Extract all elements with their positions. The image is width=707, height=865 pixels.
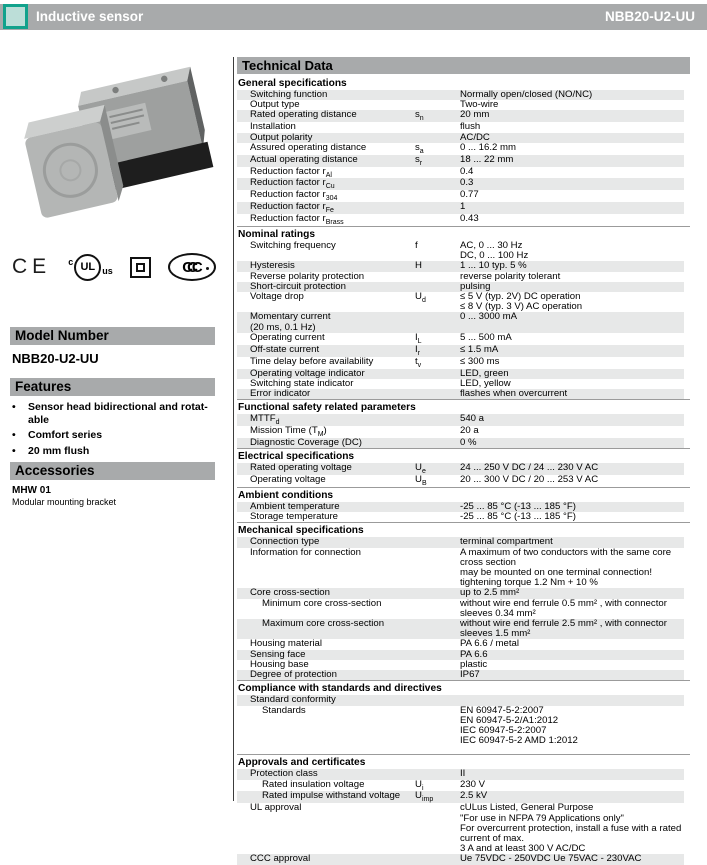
bullet-icon: •: [12, 401, 16, 413]
spec-label: Momentary current (20 ms, 0.1 Hz): [250, 311, 331, 333]
section-header: Ambient conditions: [237, 487, 690, 502]
ccc-mark-icon: CCC: [168, 253, 216, 281]
spec-value: 18 ... 22 mm: [460, 153, 514, 165]
spec-row: [237, 241, 684, 261]
spec-row: [237, 292, 684, 312]
spec-row: [237, 512, 684, 522]
spec-symbol: $U_d$: [415, 291, 426, 304]
spec-label: Rated impulse withstand voltage: [262, 790, 401, 802]
spec-label: Standard conformity: [250, 694, 336, 706]
spec-label: Information for connection: [250, 546, 361, 558]
spec-symbol: [415, 588, 460, 598]
spec-label: $MTTF_d$: [250, 413, 280, 427]
spec-label: Actual operating distance: [250, 153, 358, 165]
spec-label: Error indicator: [250, 388, 311, 400]
spec-label: Diagnostic Coverage (DC): [250, 437, 362, 449]
spec-row: [237, 345, 684, 357]
spec-symbol: H: [415, 260, 422, 272]
spec-label: Standards: [262, 704, 306, 716]
spec-value: 0.3: [460, 177, 474, 189]
spec-row: [237, 155, 684, 167]
spec-value: LED, yellow: [460, 377, 511, 389]
spec-label: Off-state current: [250, 343, 320, 355]
spec-label: Minimum core cross-section: [262, 597, 382, 609]
column-divider: [233, 57, 234, 801]
spec-row: [237, 619, 684, 639]
spec-label: Voltage drop: [250, 291, 304, 303]
section-header: Approvals and certificates: [237, 754, 690, 769]
spec-symbol: [415, 512, 460, 522]
spec-value: pulsing: [460, 280, 491, 292]
spec-value: IP67: [460, 669, 480, 681]
spec-value: 1: [460, 201, 466, 213]
spec-label: Maximum core cross-section: [262, 618, 385, 630]
spec-label: Assured operating distance: [250, 141, 367, 153]
spec-symbol: [415, 619, 460, 639]
spec-symbol: $t_v$: [415, 355, 422, 369]
spec-symbol: [415, 650, 460, 660]
model-number-section-title: Model Number: [10, 327, 215, 345]
spec-label: Reduction factor $r_{304}$: [250, 189, 338, 203]
spec-value: 24 ... 250 V DC / 24 ... 230 V AC: [460, 462, 599, 474]
spec-section: [237, 487, 690, 522]
spec-value: -25 ... 85 °C (-13 ... 185 °F): [460, 511, 576, 523]
model-number-value: NBB20-U2-UU: [12, 351, 99, 366]
spec-symbol: $s_a$: [415, 141, 424, 155]
spec-label: Connection type: [250, 536, 320, 548]
spec-value: 5 ... 500 mA: [460, 331, 512, 343]
spec-symbol: [415, 389, 460, 399]
spec-symbol: $U_B$: [415, 474, 427, 488]
spec-label: Storage temperature: [250, 511, 338, 523]
spec-section: [237, 680, 690, 746]
spec-symbol: $s_n$: [415, 109, 424, 123]
spec-value: cULus Listed, General Purpose "For use in NFPA 79 Applications only" For overcurrent protection, install a fuse with a rated current of max. 3 A and at least 300 V AC/DC: [460, 802, 682, 855]
section-header: Electrical specifications: [237, 448, 690, 463]
spec-symbol: [415, 639, 460, 649]
spec-symbol: [415, 312, 460, 332]
spec-section: [237, 448, 690, 487]
spec-label: Rated operating distance: [250, 109, 357, 121]
feature-item: • 20 mm flush: [12, 444, 90, 457]
spec-value: 1 ... 10 typ. 5 %: [460, 260, 527, 272]
ce-mark-icon: CE: [12, 255, 52, 278]
spec-symbol: [415, 190, 460, 202]
spec-row: [237, 803, 684, 854]
spec-symbol: [415, 695, 460, 705]
spec-label: Reduction factor $r_{Cu}$: [250, 177, 335, 191]
spec-symbol: [415, 414, 460, 426]
spec-section: [237, 522, 690, 680]
spec-row: [237, 122, 684, 132]
spec-value: LED, green: [460, 367, 509, 379]
spec-value: 0 %: [460, 437, 477, 449]
spec-value: terminal compartment: [460, 536, 553, 548]
spec-symbol: [415, 660, 460, 670]
spec-row: [237, 854, 684, 864]
section-header: General specifications: [238, 78, 347, 89]
spec-symbol: [415, 167, 460, 179]
spec-row: [237, 333, 684, 345]
spec-row: [237, 214, 684, 226]
spec-value: -25 ... 85 °C (-13 ... 185 °F): [460, 501, 576, 513]
spec-symbol: $s_r$: [415, 153, 423, 167]
spec-label: Mission Time $(T_M)$: [250, 425, 327, 439]
spec-value: plastic: [460, 658, 488, 670]
bullet-icon: •: [12, 429, 16, 441]
spec-symbol: [415, 599, 460, 619]
spec-value: A maximum of two conductors with the same core cross section may be mounted on one terminal connection! tightening torque 1.2 Nm + 10 %: [460, 546, 672, 589]
spec-value: flush: [460, 121, 481, 133]
technical-table: [237, 76, 690, 865]
features-section-title: Features: [10, 378, 215, 396]
culus-mark-icon: c UL us: [68, 254, 113, 281]
spec-symbol: [415, 90, 460, 100]
spec-label: Reduction factor $r_{Brass}$: [250, 213, 344, 227]
spec-value: AC/DC: [460, 131, 490, 143]
spec-value: 0 ... 16.2 mm: [460, 141, 516, 153]
spec-value: 20 mm: [460, 109, 490, 121]
spec-value: up to 2.5 mm²: [460, 587, 520, 599]
spec-label: Rated operating voltage: [250, 462, 352, 474]
spec-symbol: [415, 426, 460, 438]
spec-value: ≤ 5 V (typ. 2V) DC operation ≤ 8 V (typ. 3 V) AC operation: [460, 291, 583, 313]
spec-value: PA 6.6: [460, 648, 488, 660]
spec-section: [237, 754, 690, 864]
spec-value: 0.77: [460, 189, 479, 201]
spec-symbol: [415, 854, 460, 864]
spec-value: 0.43: [460, 213, 479, 225]
spec-symbol: [415, 100, 460, 110]
spec-symbol: [415, 122, 460, 132]
spec-row: [237, 143, 684, 155]
spec-symbol: [415, 272, 460, 282]
spec-value: [460, 695, 684, 705]
spec-symbol: [415, 537, 460, 547]
product-image: [10, 60, 215, 245]
section-header: Functional safety related parameters: [237, 399, 690, 414]
spec-value: flashes when overcurrent: [460, 388, 568, 400]
spec-row: [237, 769, 684, 779]
spec-label: Switching state indicator: [250, 377, 354, 389]
spec-symbol: [415, 548, 460, 589]
spec-value: PA 6.6 / metal: [460, 638, 520, 650]
features-list: [12, 401, 216, 460]
spec-symbol: $U_{imp}$: [415, 790, 434, 804]
spec-value: without wire end ferrule 0.5 mm² , with connector sleeves 0.34 mm²: [460, 597, 667, 619]
spec-section: [237, 76, 690, 226]
spec-label: Output polarity: [250, 131, 313, 143]
accessory-name: MHW 01: [12, 485, 51, 496]
spec-label: Reverse polarity protection: [250, 270, 365, 282]
spec-value: ≤ 1.5 mA: [460, 343, 499, 355]
spec-label: Operating current: [250, 331, 325, 343]
spec-value: EN 60947-5-2:2007 EN 60947-5-2/A1:2012 IEC 60947-5-2:2007 IEC 60947-5-2 AMD 1:2012: [460, 704, 578, 747]
spec-symbol: $U_e$: [415, 462, 426, 476]
spec-label: Time delay before availability: [250, 355, 374, 367]
spec-value: II: [460, 768, 466, 780]
feature-item: • Comfort series: [12, 429, 103, 441]
spec-label: Switching frequency: [250, 240, 336, 252]
spec-symbol: [415, 769, 460, 779]
spec-row: [237, 706, 684, 747]
feature-item: • Sensor head bidirectional and rotatable: [12, 401, 208, 426]
page-title: Inductive sensor: [36, 9, 144, 24]
spec-symbol: $I_r$: [415, 343, 421, 357]
spec-value: 20 a: [460, 425, 479, 437]
spec-label: Reduction factor $r_{Al}$: [250, 165, 332, 179]
spec-label: Protection class: [250, 768, 318, 780]
spec-value: 20 ... 300 V DC / 20 ... 253 V AC: [460, 474, 599, 486]
spec-label: Short-circuit protection: [250, 280, 346, 292]
spec-row: [237, 695, 684, 705]
spec-symbol: [415, 706, 460, 747]
spec-symbol: [415, 379, 460, 389]
spec-label: Operating voltage: [250, 474, 326, 486]
protection-class-ii-icon: [130, 257, 151, 278]
spec-value: Normally open/closed (NO/NC): [460, 89, 593, 100]
spec-label: Housing base: [250, 658, 309, 670]
spec-label: Rated insulation voltage: [262, 778, 365, 790]
spec-value: 540 a: [460, 413, 485, 425]
spec-row: [237, 389, 684, 399]
spec-row: [237, 599, 684, 619]
spec-label: CCC approval: [250, 853, 311, 865]
spec-symbol: [415, 502, 460, 512]
spec-label: UL approval: [250, 802, 302, 814]
section-header: Compliance with standards and directives: [237, 680, 690, 695]
spec-symbol: $I_L$: [415, 331, 422, 345]
spec-label: Switching function: [250, 89, 328, 100]
spec-value: without wire end ferrule 2.5 mm² , with connector sleeves 1.5 mm²: [460, 618, 667, 640]
spec-symbol: [415, 438, 460, 448]
spec-row: [237, 475, 684, 487]
header-model-number: NBB20-U2-UU: [604, 9, 695, 24]
spec-symbol: [415, 202, 460, 214]
spec-value: reverse polarity tolerant: [460, 270, 561, 282]
spec-row: [237, 548, 684, 589]
spec-label: Output type: [250, 99, 300, 111]
accessory-desc: Modular mounting bracket: [12, 497, 117, 507]
spec-symbol: [415, 178, 460, 190]
spec-label: Reduction factor $r_{Fe}$: [250, 201, 334, 215]
spec-value: ≤ 300 ms: [460, 355, 500, 367]
technical-data-title: Technical Data: [237, 57, 690, 74]
spec-value: 0.4: [460, 165, 474, 177]
spec-label: Installation: [250, 121, 296, 133]
bullet-icon: •: [12, 444, 16, 457]
spec-value: Two-wire: [460, 99, 499, 111]
spec-label: Core cross-section: [250, 587, 330, 599]
spec-symbol: [415, 214, 460, 226]
spec-label: Operating voltage indicator: [250, 367, 365, 379]
spec-value: AC, 0 ... 30 Hz DC, 0 ... 100 Hz: [460, 240, 529, 262]
spec-symbol: [415, 133, 460, 143]
header-bar: [0, 4, 707, 30]
spec-row: [237, 312, 684, 332]
section-header: Nominal ratings: [237, 226, 690, 241]
spec-value: 0 ... 3000 mA: [460, 311, 518, 323]
spec-section: [237, 399, 690, 448]
brand-icon: [3, 4, 28, 29]
spec-label: Degree of protection: [250, 669, 337, 681]
spec-row: [237, 438, 684, 448]
spec-section: [237, 226, 690, 399]
spec-value: Ue 75VDC - 250VDC Ue 75VAC - 230VAC: [460, 853, 642, 865]
spec-symbol: f: [415, 240, 418, 252]
spec-label: Sensing face: [250, 648, 306, 660]
accessories-section-title: Accessories: [10, 462, 215, 480]
spec-label: Housing material: [250, 638, 322, 650]
spec-symbol: [415, 670, 460, 680]
spec-value: 230 V: [460, 778, 486, 790]
spec-symbol: $U_i$: [415, 778, 424, 792]
spec-symbol: [415, 803, 460, 854]
spec-label: Ambient temperature: [250, 501, 340, 513]
spec-value: 2.5 kV: [460, 790, 488, 802]
spec-label: Hysteresis: [250, 260, 295, 272]
spec-row: [237, 670, 684, 680]
section-header: Mechanical specifications: [237, 522, 690, 537]
spec-symbol: [415, 369, 460, 379]
sensor-illustration: [17, 67, 216, 219]
spec-row: [237, 357, 684, 369]
certification-logos: [10, 248, 218, 286]
